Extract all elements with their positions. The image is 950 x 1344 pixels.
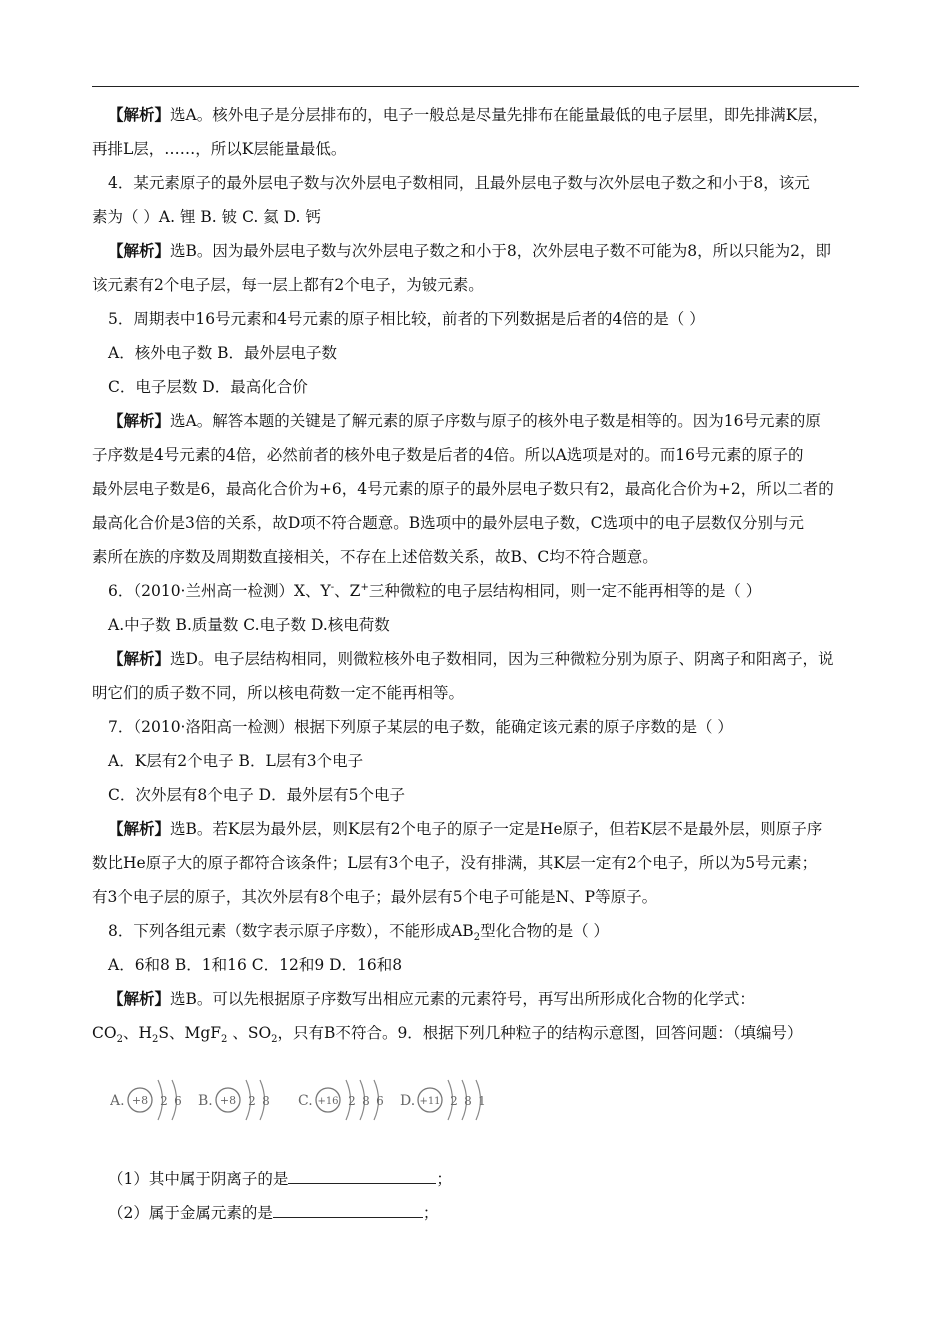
structure-diagram-svg — [110, 1064, 530, 1144]
nucleus-charge: +8 — [219, 1094, 237, 1107]
shell-electron-count: 8 — [262, 1094, 270, 1108]
answer-3: 【解析】选A。核外电子是分层排布的，电子一般总是尽量先排布在能量最低的电子层里，即先排满K层， — [108, 105, 829, 124]
document-body — [92, 98, 862, 1230]
question-9-part-1: （1）其中属于阴离子的是 ； — [92, 1162, 862, 1196]
shell-electron-count: 6 — [174, 1094, 182, 1108]
question-4-line2: 素为（ ）A. 锂 B. 铍 C. 氦 D. 钙 — [92, 208, 321, 226]
header-rule — [92, 86, 859, 87]
analysis-label: 【解析】 — [108, 819, 171, 838]
question-4: 4．某元素原子的最外层电子数与次外层电子数相同，且最外层电子数与次外层电子数之和小于8，该元 — [108, 174, 810, 192]
diagram-label: B. — [198, 1093, 213, 1109]
diagram-label: D. — [400, 1093, 416, 1109]
question-9-part-2: （2）属于金属元素的是 ； — [92, 1196, 862, 1230]
shell-electron-count: 6 — [376, 1094, 384, 1108]
question-6: 6．（2010·兰州高一检测）X、Y-、Z+三种微粒的电子层结构相同，则一定不能再相等的是（ ） — [108, 581, 762, 600]
question-7: 7．（2010·洛阳高一检测）根据下列原子某层的电子数，能确定该元素的原子序数的是（ ） — [108, 718, 733, 736]
structure-diagram-a — [110, 1080, 182, 1120]
question-7-options-2: C．次外层有8个电子 D．最外层有5个电子 — [108, 786, 405, 804]
answer-7-line3: 有3个电子层的原子，其次外层有8个电子；最外层有5个电子可能是N、P等原子。 — [92, 888, 658, 906]
question-8: 8．下列各组元素（数字表示原子序数），不能形成$AB_2$型化合物的是（ ） — [108, 922, 610, 944]
structure-diagram-d — [400, 1080, 486, 1120]
answer-5: 【解析】选A。解答本题的关键是了解元素的原子序数与原子的核外电子数是相等的。因为16号元素的原 — [108, 411, 821, 430]
answer-3-line2: 再排L层，……，所以K层能量最低。 — [92, 140, 347, 158]
nucleus-charge: +11 — [419, 1096, 441, 1107]
answer-7: 【解析】选B。若K层为最外层，则K层有2个电子的原子一定是He原子，但若K层不是最外层，则原子序 — [108, 819, 823, 838]
answer-4: 【解析】选B。因为最外层电子数与次外层电子数之和小于8，次外层电子数不可能为8，所以只能为2，即 — [108, 241, 831, 260]
analysis-label: 【解析】 — [108, 411, 171, 430]
answer-8-line2: $CO_2$、$H_2S$、MgF$_2$ 、$SO_2$，只有B不符合。9．根据下列几种粒子的结构示意图，回答问题：（填编号） — [92, 1024, 803, 1046]
shell-electron-count: 2 — [160, 1094, 168, 1108]
question-5-options-1: A．核外电子数 B．最外层电子数 — [108, 344, 338, 362]
nucleus-charge: +8 — [131, 1094, 149, 1107]
shell-electron-count: 8 — [362, 1094, 370, 1108]
question-5: 5．周期表中16号元素和4号元素的原子相比较，前者的下列数据是后者的4倍的是（ ） — [108, 310, 705, 328]
answer-5-line2: 子序数是4号元素的4倍，必然前者的核外电子数是后者的4倍。所以A选项是对的。而16号元素的原子的 — [92, 446, 804, 464]
structure-diagram-c — [298, 1080, 384, 1120]
answer-5-line3: 最外层电子数是6，最高化合价为+6，4号元素的原子的最外层电子数只有2，最高化合价为+2，所以二者的 — [92, 480, 834, 498]
answer-blank-1[interactable] — [288, 1163, 436, 1184]
answer-7-line2: 数比He原子大的原子都符合该条件；L层有3个电子，没有排满，其K层一定有2个电子，所以为5号元素； — [92, 854, 818, 872]
shell-electron-count: 2 — [450, 1094, 458, 1108]
analysis-label: 【解析】 — [108, 989, 171, 1008]
shell-electron-count: 1 — [478, 1094, 486, 1108]
question-6-options: A.中子数 B.质量数 C.电子数 D.核电荷数 — [108, 616, 390, 634]
diagram-label: A. — [110, 1093, 125, 1109]
answer-6: 【解析】选D。电子层结构相同，则微粒核外电子数相同，因为三种微粒分别为原子、阴离子和阳离子，说 — [108, 649, 834, 668]
question-8-options: A．6和8 B．1和16 C．12和9 D．16和8 — [108, 956, 403, 974]
question-7-options-1: A．K层有2个电子 B．L层有3个电子 — [108, 752, 364, 770]
question-5-options-2: C．电子层数 D．最高化合价 — [108, 378, 308, 396]
answer-4-line2: 该元素有2个电子层，每一层上都有2个电子，为铍元素。 — [92, 276, 484, 294]
atomic-structure-diagrams — [110, 1064, 862, 1152]
analysis-label: 【解析】 — [108, 241, 171, 260]
answer-5-line5: 素所在族的序数及周期数直接相关，不存在上述倍数关系，故B、C均不符合题意。 — [92, 548, 658, 566]
answer-6-line2: 明它们的质子数不同，所以核电荷数一定不能再相等。 — [92, 684, 465, 702]
answer-8: 【解析】选B。可以先根据原子序数写出相应元素的元素符号，再写出所形成化合物的化学式： — [108, 989, 755, 1008]
answer-blank-2[interactable] — [273, 1197, 423, 1218]
analysis-label: 【解析】 — [108, 649, 171, 668]
shell-electron-count: 2 — [248, 1094, 256, 1108]
analysis-label: 【解析】 — [108, 105, 171, 124]
nucleus-charge: +16 — [317, 1096, 339, 1107]
diagram-label: C. — [298, 1093, 313, 1109]
shell-electron-count: 2 — [348, 1094, 356, 1108]
answer-5-line4: 最高化合价是3倍的关系，故D项不符合题意。B选项中的最外层电子数，C选项中的电子层数仅分别与元 — [92, 514, 805, 532]
structure-diagram-b — [198, 1080, 270, 1120]
shell-electron-count: 8 — [464, 1094, 472, 1108]
